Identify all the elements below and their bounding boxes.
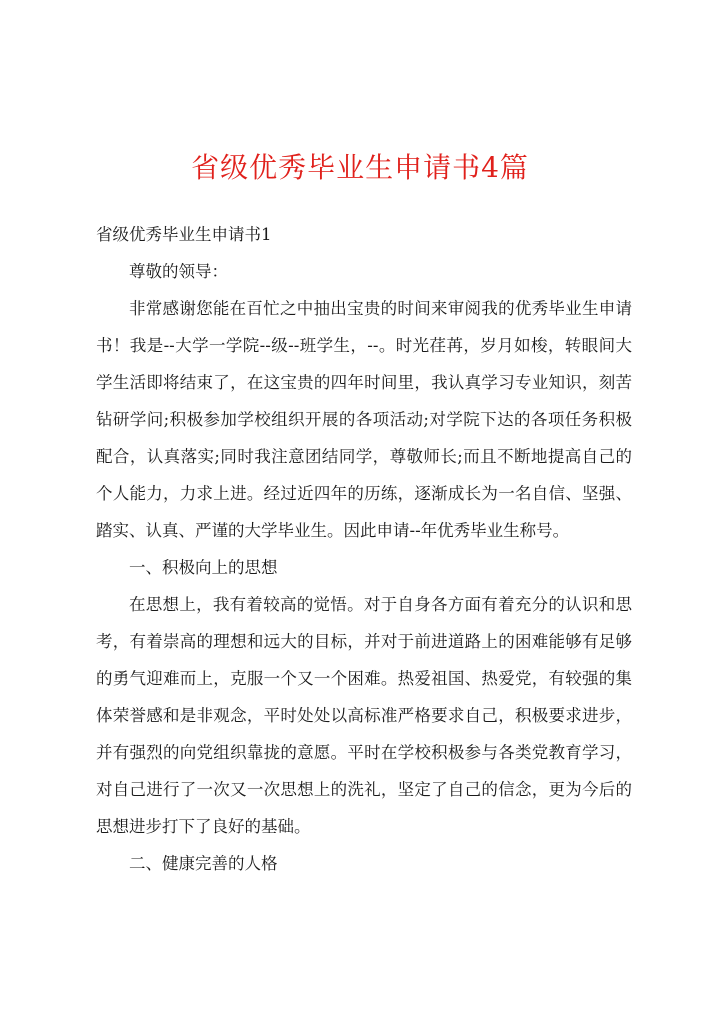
section-body-1: 在思想上，我有着较高的觉悟。对于自身各方面有着充分的认识和思考，有着崇高的理想和远大的目标，并对于前进道路上的困难能够有足够的勇气迎难而上，克服一个又一个困难。热爱祖国、热爱党，有较强的集体荣誉感和是非观念，平时处处以高标准严格要求自己，积极要求进步，并有强烈的向党组织靠拢的意愿。平时在学校积极参与各类党教育学习，对自己进行了一次又一次思想上的洗礼，坚定了自己的信念，更为今后的思想进步打下了良好的基础。 bbox=[96, 595, 632, 836]
document-title: 省级优秀毕业生申请书4篇 bbox=[191, 151, 529, 184]
section-heading-2: 二、健康完善的人格 bbox=[129, 854, 278, 873]
intro-paragraph: 非常感谢您能在百忙之中抽出宝贵的时间来审阅我的优秀毕业生申请书！我是--大学一学院--级--班学生，--。时光荏苒，岁月如梭，转眼间大学生活即将结束了，在这宝贵的四年时间里，我认真学习专业知识，刻苦钻研学问;积极参加学校组织开展的各项活动;对学院下达的各项任务积极配合，认真落实;同时我注意团结同学，尊敬师长;而且不断地提高自己的个人能力，力求上进。经过近四年的历练，逐渐成长为一名自信、坚强、踏实、认真、严谨的大学毕业生。因此申请--年优秀毕业生称号。 bbox=[96, 299, 632, 540]
document-subtitle: 省级优秀毕业生申请书1 bbox=[96, 225, 272, 244]
document-body bbox=[96, 216, 632, 882]
section-heading-1: 一、积极向上的思想 bbox=[129, 558, 278, 577]
greeting: 尊敬的领导： bbox=[129, 262, 228, 281]
